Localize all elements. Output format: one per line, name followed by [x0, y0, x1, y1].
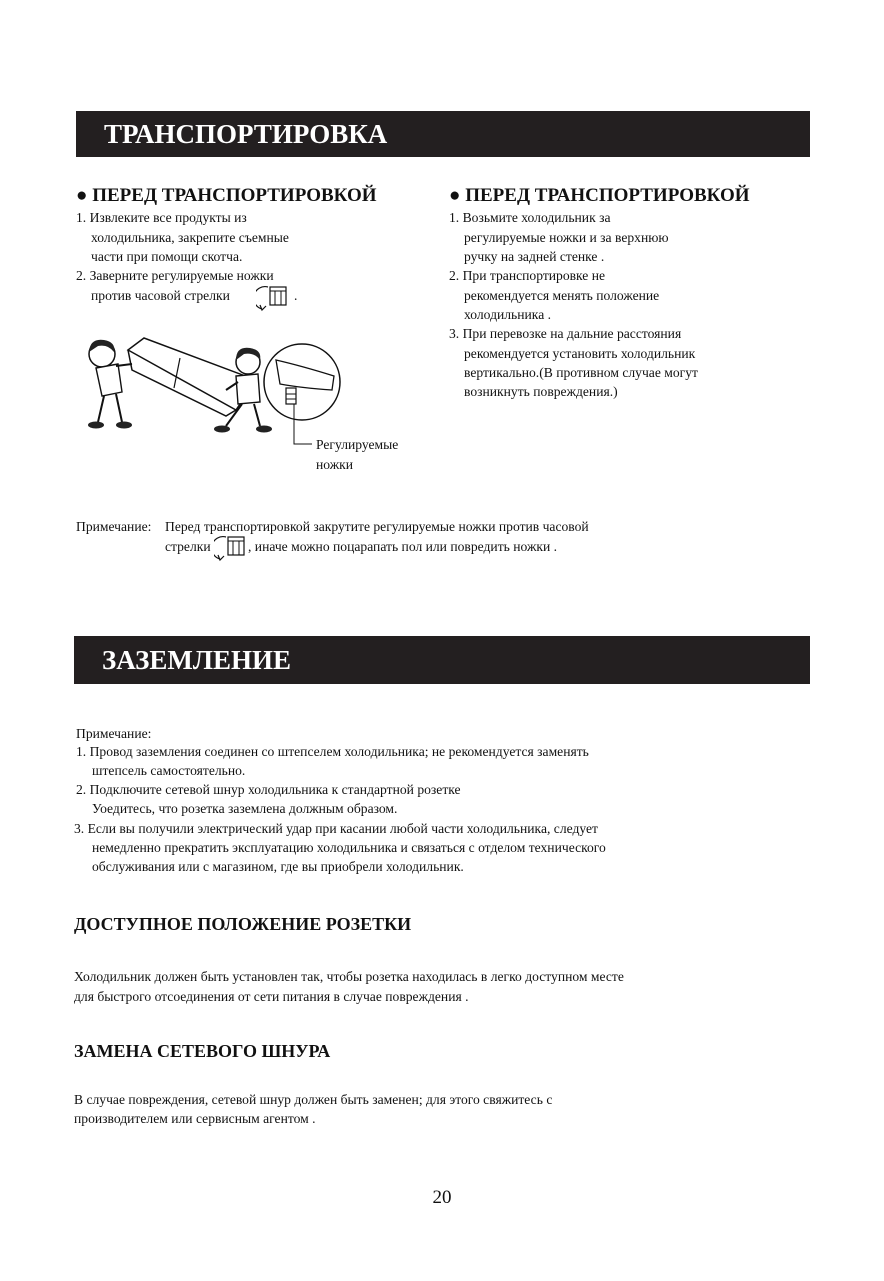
callout-label-line-2: ножки	[316, 457, 354, 472]
cord-line-1: В случае повреждения, сетевой шнур должен быть заменен; для этого свяжитесь с	[74, 1092, 553, 1107]
section-title-grounding: ЗАЗЕМЛЕНИЕ	[74, 636, 810, 684]
right-line-6: холодильника .	[464, 307, 552, 322]
grounding-line-7: обслуживания или с магазином, где вы приобрели холодильник.	[92, 859, 464, 874]
left-line-5: против часовой стрелки	[91, 288, 230, 303]
grounding-line-2: штепсель самостоятельно.	[92, 763, 246, 778]
note-prefix: Примечание:	[76, 519, 152, 534]
grounding-note-label: Примечание:	[76, 726, 152, 741]
left-line-5-end: .	[294, 288, 298, 303]
grounding-line-4: Уоедитесь, что розетка заземлена должным образом.	[92, 801, 398, 816]
left-line-3: части при помощи скотча.	[91, 249, 243, 264]
right-line-2: регулируемые ножки и за верхнюю	[464, 230, 669, 245]
left-line-2: холодильника, закрепите съемные	[91, 230, 289, 245]
grounding-line-5: 3. Если вы получили электрический удар при касании любой части холодильника, следует	[74, 821, 598, 836]
right-line-8: рекомендуется установить холодильник	[464, 346, 696, 361]
right-line-4: 2. При транспортировке не	[449, 268, 606, 283]
left-column-heading: ● ПЕРЕД ТРАНСПОРТИРОВКОЙ	[76, 185, 377, 206]
socket-title: ДОСТУПНОЕ ПОЛОЖЕНИЕ РОЗЕТКИ	[74, 914, 412, 934]
rotate-leg-icon	[214, 533, 250, 563]
note-line-2-end: , иначе можно поцарапать пол или повредить ножки .	[248, 539, 558, 554]
rotate-leg-icon	[256, 283, 292, 313]
right-line-10: возникнуть повреждения.)	[464, 384, 618, 399]
person-left	[88, 340, 132, 429]
right-line-3: ручку на задней стенке .	[464, 249, 605, 264]
grounding-line-3: 2. Подключите сетевой шнур холодильника к стандартной розетке	[76, 782, 461, 797]
callout-label-line-1: Регулируемые	[316, 437, 399, 452]
left-line-4: 2. Заверните регулируемые ножки	[76, 268, 274, 283]
right-line-5: рекомендуется менять положение	[464, 288, 660, 303]
page-number: 20	[432, 1187, 452, 1208]
note-line-1: Перед транспортировкой закрутите регулируемые ножки против часовой	[165, 519, 589, 534]
right-line-9: вертикально.(В противном случае могут	[464, 365, 698, 380]
note-line-2-start: стрелки	[165, 539, 211, 554]
right-line-7: 3. При перевозке на дальние расстояния	[449, 326, 682, 341]
grounding-line-1: 1. Провод заземления соединен со штепселем холодильника; не рекомендуется заменять	[76, 744, 589, 759]
right-column-heading: ● ПЕРЕД ТРАНСПОРТИРОВКОЙ	[449, 185, 750, 206]
left-line-1: 1. Извлеките все продукты из	[76, 210, 247, 225]
cord-title: ЗАМЕНА СЕТЕВОГО ШНУРА	[74, 1041, 331, 1061]
cord-line-2: производителем или сервисным агентом .	[74, 1111, 316, 1126]
socket-line-1: Холодильник должен быть установлен так, чтобы розетка находилась в легко доступном месте	[74, 969, 624, 984]
socket-line-2: для быстрого отсоединения от сети питания в случае повреждения .	[74, 989, 469, 1004]
grounding-line-6: немедленно прекратить эксплуатацию холодильника и связаться с отделом технического	[92, 840, 606, 855]
section-title-transport: ТРАНСПОРТИРОВКА	[76, 111, 810, 157]
transport-illustration	[76, 330, 346, 440]
right-line-1: 1. Возьмите холодильник за	[449, 210, 611, 225]
